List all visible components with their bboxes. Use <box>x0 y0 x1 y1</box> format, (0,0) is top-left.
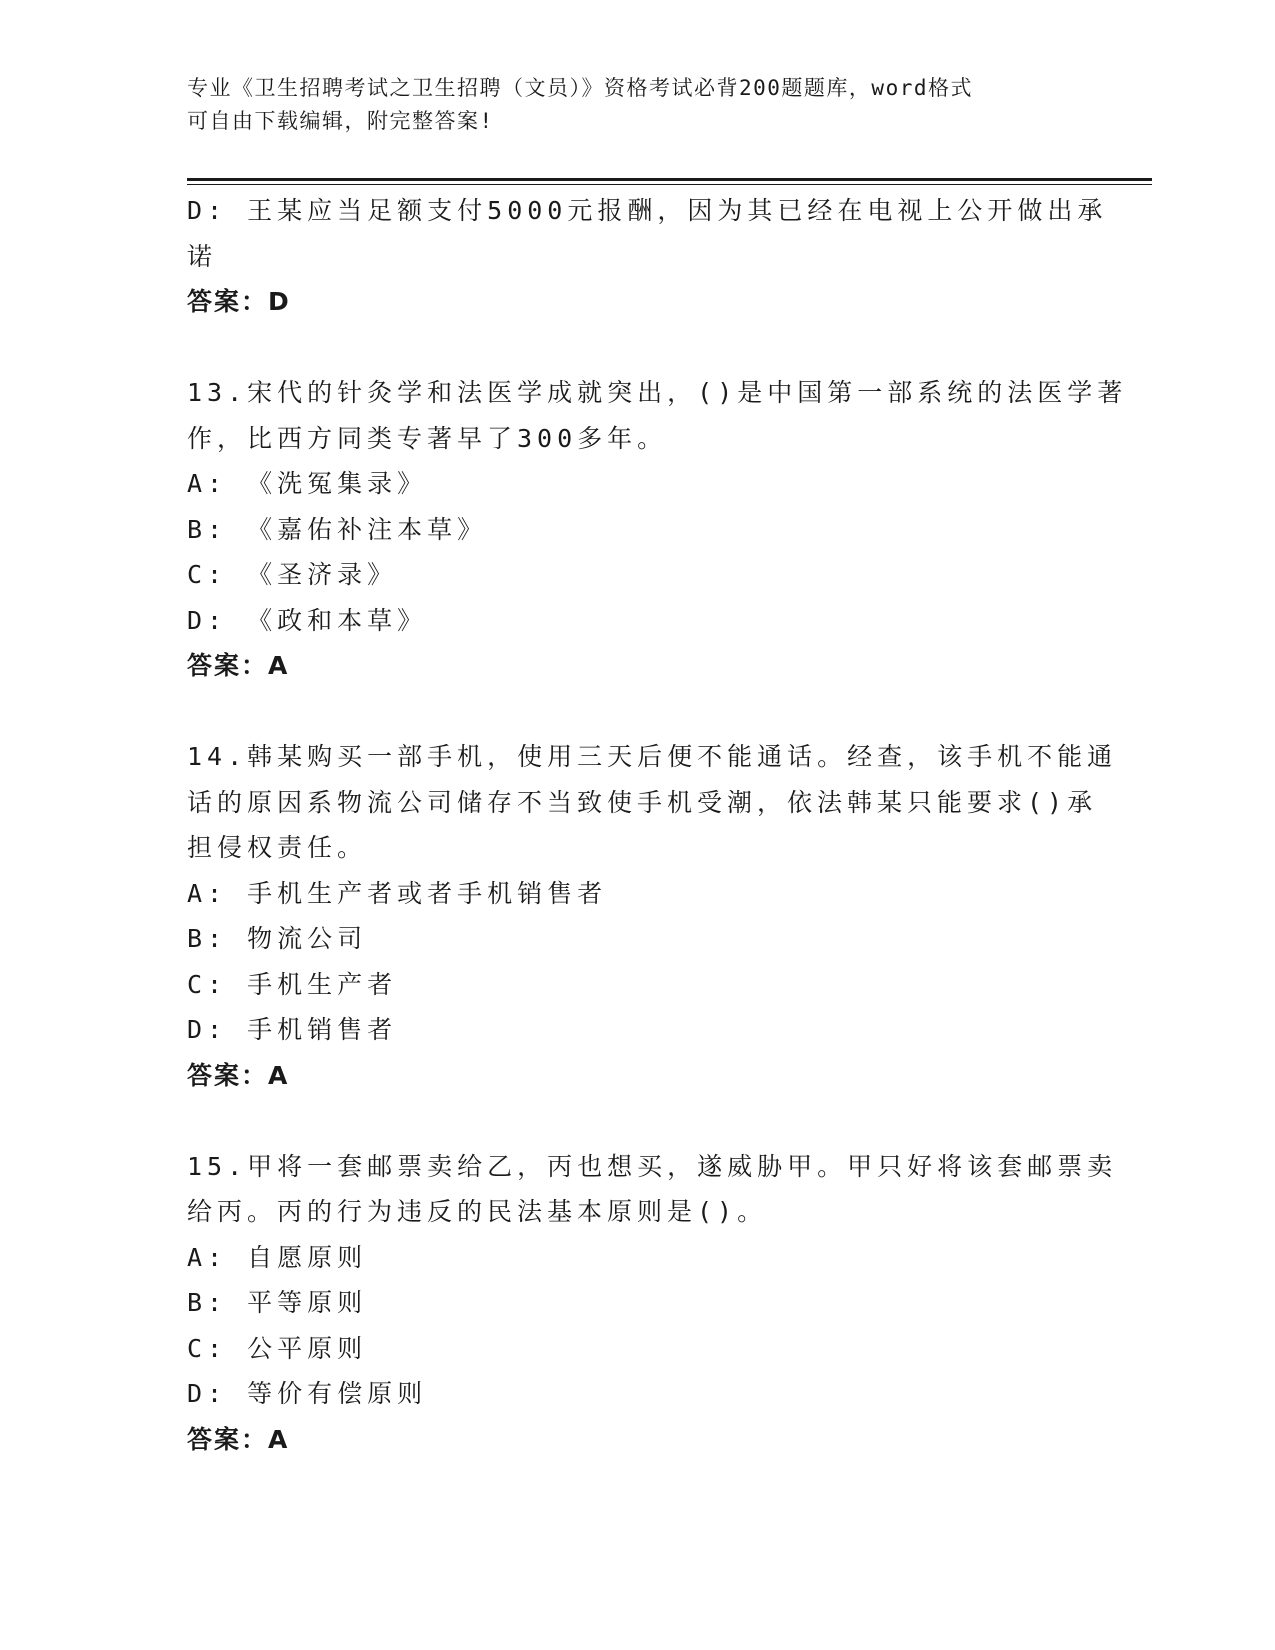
question-spacer <box>187 1098 1087 1144</box>
option-d: D: 手机销售者 <box>187 1015 398 1044</box>
answer-line: 答案：D <box>187 287 291 316</box>
option-d: D: 王某应当足额支付5000元报酬，因为其已经在电视上公开做出承 <box>187 196 1108 225</box>
previous-question-tail <box>187 188 1108 325</box>
option-b: B: 物流公司 <box>187 924 368 953</box>
question-stem-line: 话的原因系物流公司储存不当致使手机受潮，依法韩某只能要求()承 <box>187 787 1098 817</box>
option-c: C: 《圣济录》 <box>187 560 398 589</box>
question-spacer <box>187 689 1087 735</box>
question-13 <box>187 370 1128 689</box>
option-d: D: 等价有偿原则 <box>187 1379 428 1408</box>
question-stem-line: 担侵权责任。 <box>187 833 368 862</box>
answer-line: 答案：A <box>187 1424 290 1454</box>
answer-line: 答案：A <box>187 1060 290 1090</box>
question-spacer <box>187 325 1087 371</box>
option-d-continuation: 诺 <box>187 241 218 271</box>
option-a: A: 自愿原则 <box>187 1242 368 1272</box>
header-divider-thin <box>187 184 1152 185</box>
document-header <box>187 72 1067 138</box>
question-15 <box>187 1144 1118 1463</box>
question-14 <box>187 734 1118 1098</box>
question-stem-line: 作，比西方同类专著早了300多年。 <box>187 423 668 453</box>
option-c: C: 手机生产者 <box>187 969 398 999</box>
header-title-line-2: 可自由下载编辑，附完整答案! <box>187 109 494 133</box>
header-divider-thick <box>187 178 1152 181</box>
question-stem-line: 14.韩某购买一部手机，使用三天后便不能通话。经查，该手机不能通 <box>187 742 1118 771</box>
question-stem-line: 15.甲将一套邮票卖给乙，丙也想买，遂威胁甲。甲只好将该套邮票卖 <box>187 1151 1118 1181</box>
option-a: A: 《洗冤集录》 <box>187 469 428 498</box>
header-title-line-1: 专业《卫生招聘考试之卫生招聘（文员）》资格考试必背200题题库，word格式 <box>187 76 973 100</box>
option-d: D: 《政和本草》 <box>187 605 428 635</box>
option-a: A: 手机生产者或者手机销售者 <box>187 878 608 908</box>
question-stem-line: 13.宋代的针灸学和法医学成就突出，()是中国第一部系统的法医学著 <box>187 378 1128 407</box>
option-c: C: 公平原则 <box>187 1333 368 1363</box>
answer-line: 答案：A <box>187 651 290 680</box>
option-b: B: 《嘉佑补注本草》 <box>187 514 488 544</box>
document-body <box>187 188 1128 1462</box>
option-b: B: 平等原则 <box>187 1288 368 1317</box>
question-stem-line: 给丙。丙的行为违反的民法基本原则是()。 <box>187 1197 768 1226</box>
